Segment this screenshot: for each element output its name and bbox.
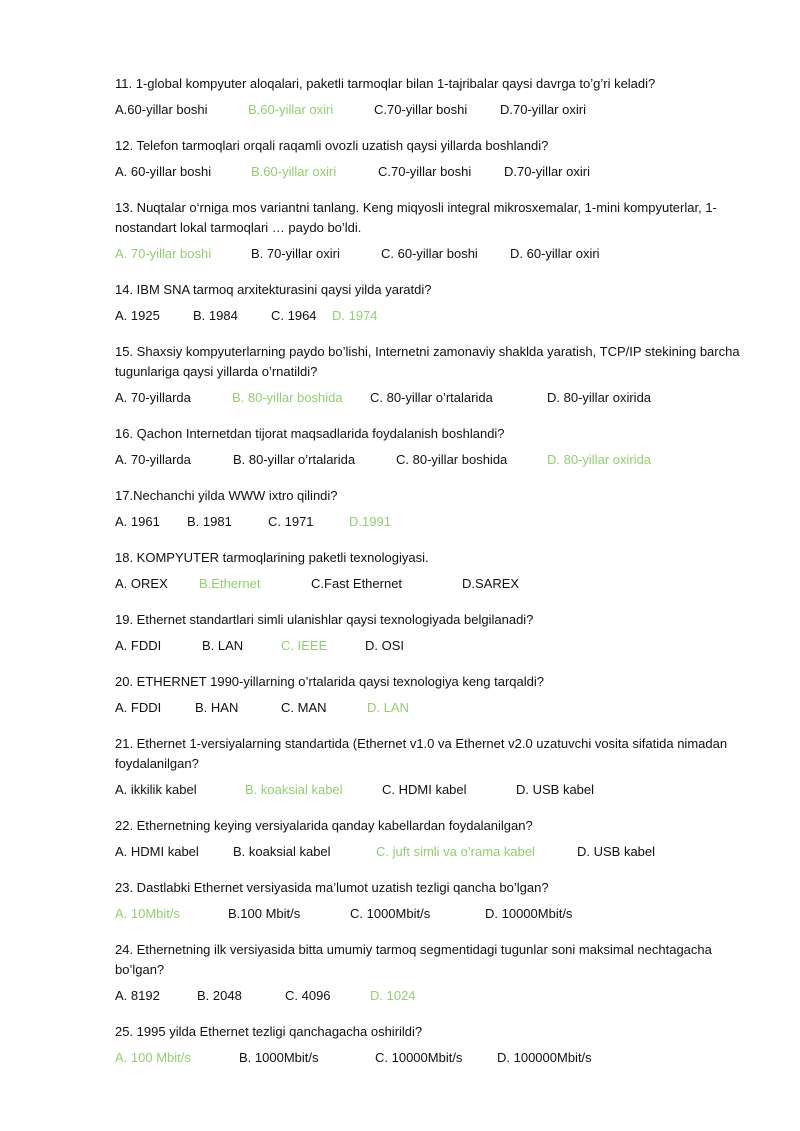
question-block <box>115 816 745 862</box>
answer-option: A. 1925 <box>115 308 160 323</box>
answer-option: B. LAN <box>202 638 244 653</box>
question-text: 23. Dastlabki Ethernet versiyasida ma’lumot uzatish tezligi qancha bo’lgan? <box>115 880 549 895</box>
correct-answer-option: B.60-yillar oxiri <box>251 164 337 179</box>
answer-options <box>115 244 745 264</box>
correct-answer-option: D.1991 <box>349 514 391 529</box>
question-block <box>115 342 745 408</box>
answer-option: A. OREX <box>115 576 168 591</box>
question-block <box>115 198 745 264</box>
answer-option: A. ikkilik kabel <box>115 782 197 797</box>
correct-answer-option: D. LAN <box>367 700 409 715</box>
answer-option: C. 1000Mbit/s <box>350 906 431 921</box>
answer-option: C.Fast Ethernet <box>311 576 403 591</box>
question-block <box>115 136 745 182</box>
question-block <box>115 672 745 718</box>
answer-option: C.70-yillar boshi <box>378 164 472 179</box>
question-block <box>115 878 745 924</box>
question-block <box>115 734 745 800</box>
answer-options <box>115 698 745 718</box>
correct-answer-option: D. 80-yillar oxirida <box>547 452 652 467</box>
question-text: 24. Ethernetning ilk versiyasida bitta umumiy tarmoq segmentidagi tugunlar soni maksimal nechtagacha bo’lgan? <box>115 942 712 977</box>
answer-options <box>115 574 745 594</box>
answer-option: C. 60-yillar boshi <box>381 246 478 261</box>
correct-answer-option: A. 10Mbit/s <box>115 906 181 921</box>
question-block <box>115 486 745 532</box>
answer-options <box>115 306 745 326</box>
answer-option: D.SAREX <box>462 576 520 591</box>
question-text: 12. Telefon tarmoqlari orqali raqamli ovozli uzatish qaysi yillarda boshlandi? <box>115 138 549 153</box>
question-block <box>115 940 745 1006</box>
answer-option: C.70-yillar boshi <box>374 102 468 117</box>
answer-option: C. 1971 <box>268 514 314 529</box>
question-text: 16. Qachon Internetdan tijorat maqsadlarida foydalanish boshlandi? <box>115 426 505 441</box>
answer-options <box>115 1048 745 1068</box>
answer-option: C. 80-yillar boshida <box>396 452 508 467</box>
question-block <box>115 74 745 120</box>
answer-option: D. OSI <box>365 638 405 653</box>
answer-option: A. 1961 <box>115 514 160 529</box>
answer-options <box>115 780 745 800</box>
question-text: 19. Ethernet standartlari simli ulanishlar qaysi texnologiyada belgilanadi? <box>115 612 534 627</box>
question-text: 22. Ethernetning keying versiyalarida qanday kabellardan foydalanilgan? <box>115 818 533 833</box>
correct-answer-option: B. 80-yillar boshida <box>232 390 343 405</box>
answer-option: D. 80-yillar oxirida <box>547 390 652 405</box>
answer-option: B. 1000Mbit/s <box>239 1050 319 1065</box>
question-block <box>115 548 745 594</box>
answer-option: A. FDDI <box>115 700 162 715</box>
answer-options <box>115 904 745 924</box>
answer-option: B. 70-yillar oxiri <box>251 246 340 261</box>
answer-option: C. 10000Mbit/s <box>375 1050 463 1065</box>
answer-options <box>115 100 745 120</box>
question-text: 11. 1-global kompyuter aloqalari, paketli tarmoqlar bilan 1-tajribalar qaysi davrga to’g’ri keladi? <box>115 76 656 91</box>
question-block <box>115 610 745 656</box>
answer-option: D. 100000Mbit/s <box>497 1050 592 1065</box>
answer-option: A. 8192 <box>115 988 160 1003</box>
answer-option: D. USB kabel <box>577 844 656 859</box>
answer-option: B. 2048 <box>197 988 242 1003</box>
answer-options <box>115 512 745 532</box>
answer-option: A. 70-yillarda <box>115 452 191 467</box>
answer-option: D. 60-yillar oxiri <box>510 246 600 261</box>
correct-answer-option: A. 100 Mbit/s <box>115 1050 191 1065</box>
answer-option: A. HDMI kabel <box>115 844 199 859</box>
question-text: 17.Nechanchi yilda WWW ixtro qilindi? <box>115 488 338 503</box>
correct-answer-option: D. 1974 <box>332 308 378 323</box>
correct-answer-option: B.60-yillar oxiri <box>248 102 334 117</box>
question-text: 13. Nuqtalar o‘rniga mos variantni tanlang. Keng miqyosli integral mikrosxemalar, 1-mini kompyuterlar, 1-nostandart lokal tarmoqlari … paydo bo’ldi. <box>115 200 717 235</box>
correct-answer-option: B. koaksial kabel <box>245 782 343 797</box>
answer-option: A. 60-yillar boshi <box>115 164 212 179</box>
answer-option: B. 1981 <box>187 514 232 529</box>
answer-option: A. FDDI <box>115 638 162 653</box>
answer-option: B. koaksial kabel <box>233 844 331 859</box>
answer-option: D. USB kabel <box>516 782 595 797</box>
question-block <box>115 280 745 326</box>
answer-option: B.100 Mbit/s <box>228 906 301 921</box>
quiz-document <box>115 74 745 1084</box>
answer-option: C. 80-yillar o’rtalarida <box>370 390 493 405</box>
answer-option: C. 4096 <box>285 988 331 1003</box>
answer-option: D.70-yillar oxiri <box>504 164 590 179</box>
question-block <box>115 1022 745 1068</box>
question-text: 15. Shaxsiy kompyuterlarning paydo bo’lishi, Internetni zamonaviy shaklda yaratish, TCP/IP stekining barcha tugunlariga qaysi yillarda o’rnatildi? <box>115 344 740 379</box>
answer-options <box>115 842 745 862</box>
answer-options <box>115 388 745 408</box>
question-text: 20. ETHERNET 1990-yillarning o’rtalarida qaysi texnologiya keng tarqaldi? <box>115 674 544 689</box>
question-block <box>115 424 745 470</box>
correct-answer-option: C. IEEE <box>281 638 328 653</box>
answer-options <box>115 162 745 182</box>
answer-option: C. HDMI kabel <box>382 782 467 797</box>
question-text: 25. 1995 yilda Ethernet tezligi qanchagacha oshirildi? <box>115 1024 423 1039</box>
answer-option: B. HAN <box>195 700 239 715</box>
answer-option: A. 70-yillarda <box>115 390 191 405</box>
answer-option: D. 10000Mbit/s <box>485 906 573 921</box>
answer-options <box>115 636 745 656</box>
answer-option: B. 80-yillar o’rtalarida <box>233 452 356 467</box>
question-text: 21. Ethernet 1-versiyalarning standartida (Ethernet v1.0 va Ethernet v2.0 uzatuvchi vosita sifatida nimadan foydalanilgan? <box>115 736 728 771</box>
answer-option: C. MAN <box>281 700 327 715</box>
question-text: 14. IBM SNA tarmoq arxitekturasini qaysi yilda yaratdi? <box>115 282 432 297</box>
answer-option: B. 1984 <box>193 308 238 323</box>
correct-answer-option: A. 70-yillar boshi <box>115 246 212 261</box>
correct-answer-option: C. juft simli va o’rama kabel <box>376 844 535 859</box>
answer-option: C. 1964 <box>271 308 317 323</box>
correct-answer-option: B.Ethernet <box>199 576 261 591</box>
correct-answer-option: D. 1024 <box>370 988 416 1003</box>
answer-options <box>115 450 745 470</box>
answer-option: A.60-yillar boshi <box>115 102 208 117</box>
answer-option: D.70-yillar oxiri <box>500 102 586 117</box>
answer-options <box>115 986 745 1006</box>
question-text: 18. KOMPYUTER tarmoqlarining paketli texnologiyasi. <box>115 550 429 565</box>
